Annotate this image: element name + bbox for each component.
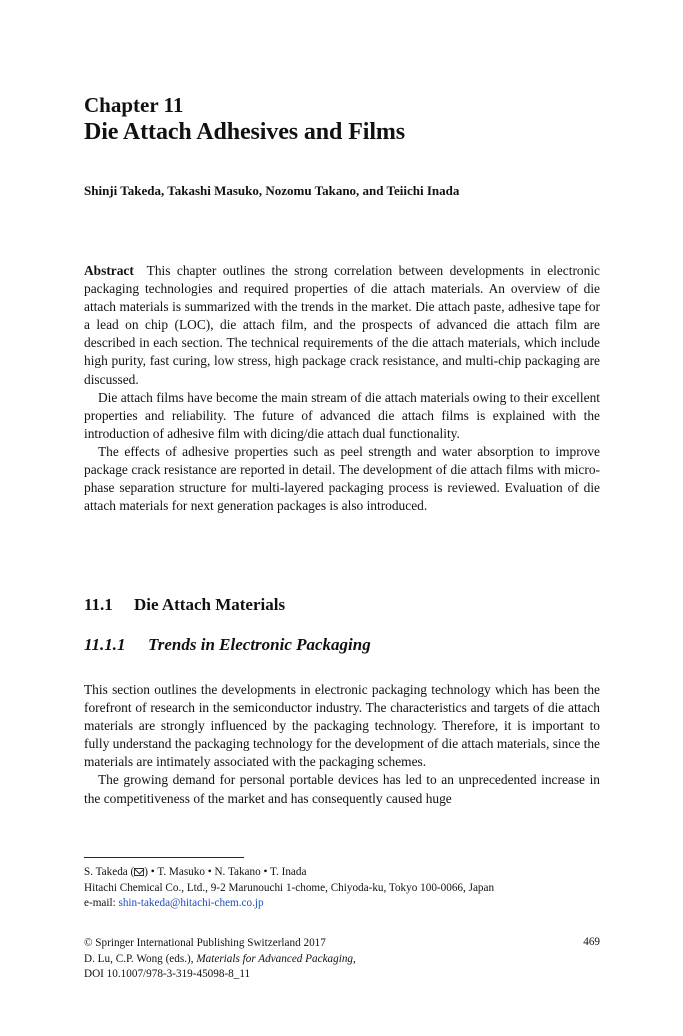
footnote-affiliation: Hitachi Chemical Co., Ltd., 9-2 Marunouchi 1-chome, Chiyoda-ku, Tokyo 100-0066, Japan — [84, 881, 495, 894]
section-number: 11.1 — [84, 595, 113, 614]
envelope-icon — [134, 868, 144, 876]
subsection-number: 11.1.1 — [84, 635, 126, 654]
email-label: e-mail: — [84, 897, 119, 909]
footnote-divider — [84, 857, 244, 858]
subsection-heading — [84, 635, 371, 655]
editors-line — [84, 952, 356, 968]
section-heading — [84, 595, 285, 615]
abstract-text-1: This chapter outlines the strong correlation between developments in electronic packaging technologies and required properties of die attach materials. An overview of die attach materials is summarized with the trends in the market. Die attach paste, adhesive tape for a lead on chip (LOC), die attach film, and the prospects of advanced die attach film are described in each section. The technical requirements of the die attach materials, which include high purity, fast curing, low stress, high package crack resistance, and multi-chip packaging are discussed. — [84, 263, 600, 387]
email-link[interactable]: shin-takeda@hitachi-chem.co.jp — [118, 897, 264, 909]
abstract-block — [84, 262, 600, 515]
body-paragraph-2: The growing demand for personal portable devices has led to an unprecedented increase in the competitiveness of the market and has consequently caused huge — [84, 772, 600, 806]
book-title: Materials for Advanced Packaging — [196, 952, 354, 965]
page-number: 469 — [583, 936, 600, 948]
footnote — [84, 865, 494, 912]
chapter-title: Die Attach Adhesives and Films — [84, 119, 406, 145]
body-text — [84, 681, 600, 808]
body-paragraph-1: This section outlines the developments in electronic packaging technology which has been the forefront of research in the semiconductor industry. The characteristics and targets of die attach materials are strongly influenced by the packaging technology. Therefore, it is important to fully understand the packaging technology for the development of die attach materials, since the materials are intimately associated with the packaging schemes. — [84, 682, 600, 770]
footnote-email-line — [84, 896, 494, 912]
chapter-number: Chapter 11 — [84, 93, 184, 117]
section-title: Die Attach Materials — [134, 595, 286, 614]
abstract-paragraph-1 — [84, 262, 600, 389]
abstract-paragraph-2: Die attach films have become the main stream of die attach materials owing to their excellent properties and reliability. The future of advanced die attach films is explained with the introduction of adhesive film with dicing/die attach dual functionality. — [84, 389, 600, 441]
copyright-line: © Springer International Publishing Switzerland 2017 — [84, 937, 326, 949]
book-title-suffix: , — [353, 952, 356, 965]
doi-line: DOI 10.1007/978-3-319-45098-8_11 — [84, 968, 251, 980]
footnote-authors — [84, 865, 494, 881]
corresponding-author: S. Takeda ( — [84, 866, 135, 878]
subsection-title: Trends in Electronic Packaging — [148, 635, 371, 654]
editors: D. Lu, C.P. Wong (eds.), — [84, 952, 197, 965]
abstract-paragraph-3: The effects of adhesive properties such as peel strength and water absorption to improve package crack resistance are reported in detail. The development of die attach films with micro-phase separation structure for multi-layered packaging process is reviewed. Evaluation of die attach materials for next generation packages is also introduced. — [84, 443, 600, 514]
abstract-label: Abstract — [84, 263, 134, 278]
publication-info — [84, 936, 356, 983]
author-list: Shinji Takeda, Takashi Masuko, Nozomu Takano, and Teiichi Inada — [84, 183, 460, 198]
co-authors: ) • T. Masuko • N. Takano • T. Inada — [144, 866, 307, 878]
